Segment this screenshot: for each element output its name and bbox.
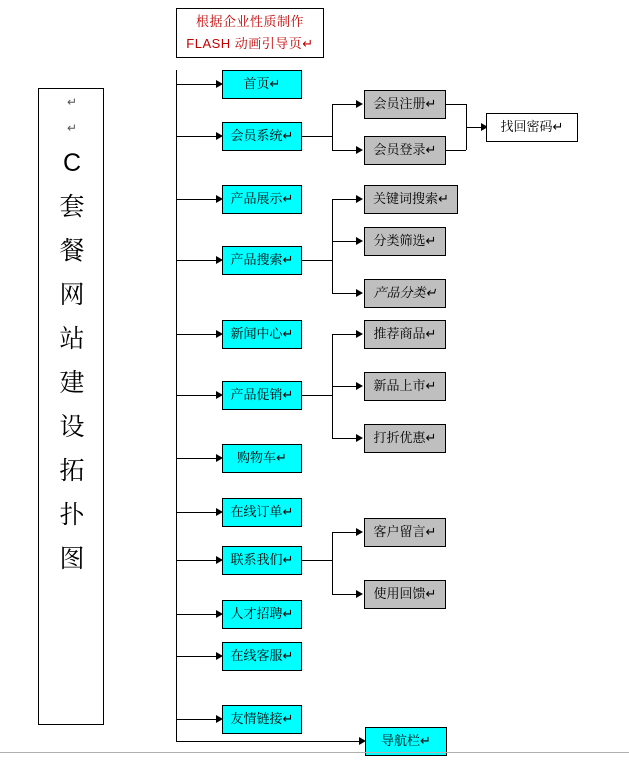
- title-pad-2: ↵: [66, 121, 78, 135]
- connector-recruitment: [176, 614, 218, 615]
- connector-product-search-vertical: [332, 199, 333, 293]
- node-shopping-cart[interactable]: 购物车↵: [222, 444, 302, 473]
- node-usage-feedback[interactable]: 使用回馈↵: [364, 580, 446, 609]
- node-product-category[interactable]: 产品分类↵: [364, 279, 446, 308]
- connector-login-to-findpw: [446, 150, 466, 151]
- node-member-register[interactable]: 会员注册↵: [364, 90, 446, 119]
- connector-category-filter: [332, 241, 358, 242]
- connector-online-service: [176, 656, 218, 657]
- title-char-4: 站: [59, 325, 85, 353]
- node-member-login[interactable]: 会员登录↵: [364, 136, 446, 165]
- arrow-keyword-search: [356, 195, 363, 203]
- title-char-8: 扑: [59, 501, 85, 529]
- node-home[interactable]: 首页↵: [222, 70, 302, 99]
- node-keyword-search[interactable]: 关键词搜索↵: [364, 185, 458, 214]
- connector-contact-us-vertical: [332, 532, 333, 594]
- node-product-display[interactable]: 产品展示↵: [222, 185, 302, 214]
- connector-product-promotion-out: [302, 395, 332, 396]
- connector-nav-bar: [176, 741, 361, 742]
- connector-member-system: [176, 136, 218, 137]
- note-line-1: 根据企业性质制作: [195, 14, 304, 29]
- connector-discount-offers: [332, 438, 358, 439]
- node-new-arrivals[interactable]: 新品上市↵: [364, 372, 446, 401]
- connector-product-display: [176, 199, 218, 200]
- arrow-category-filter: [356, 237, 363, 245]
- node-nav-bar[interactable]: 导航栏↵: [365, 727, 447, 756]
- title-char-5: 建: [59, 369, 85, 397]
- connector-register-to-findpw: [446, 104, 466, 105]
- connector-news-center: [176, 334, 218, 335]
- note-line-2: FLASH 动画引导页↵: [186, 36, 314, 51]
- connector-member-login: [332, 150, 358, 151]
- connector-product-promotion: [176, 395, 218, 396]
- arrow-recommended-goods: [356, 330, 363, 338]
- arrow-product-category: [356, 289, 363, 297]
- page-bottom-rule: [0, 752, 629, 753]
- title-char-1: 套: [59, 193, 85, 221]
- title-char-6: 设: [59, 413, 85, 441]
- connector-product-search: [176, 260, 218, 261]
- arrow-discount-offers: [356, 434, 363, 442]
- node-contact-us[interactable]: 联系我们↵: [222, 546, 302, 575]
- connector-product-category: [332, 293, 358, 294]
- connector-keyword-search: [332, 199, 358, 200]
- node-recruitment[interactable]: 人才招聘↵: [222, 600, 302, 629]
- node-customer-message[interactable]: 客户留言↵: [364, 518, 446, 547]
- arrow-customer-message: [356, 528, 363, 536]
- diagram-title-text: [39, 89, 105, 581]
- arrow-member-register: [356, 100, 363, 108]
- connector-shopping-cart: [176, 458, 218, 459]
- connector-usage-feedback: [332, 594, 358, 595]
- node-online-order[interactable]: 在线订单↵: [222, 498, 302, 527]
- connector-friendly-links: [176, 719, 218, 720]
- arrow-usage-feedback: [356, 590, 363, 598]
- connector-member-system-vertical: [332, 104, 333, 150]
- connector-home: [176, 84, 218, 85]
- trunk-line: [176, 70, 177, 742]
- arrow-new-arrivals: [356, 382, 363, 390]
- node-category-filter[interactable]: 分类筛选↵: [364, 227, 446, 256]
- connector-contact-us-out: [302, 560, 332, 561]
- node-news-center[interactable]: 新闻中心↵: [222, 320, 302, 349]
- title-char-0: C: [62, 149, 82, 177]
- node-product-promotion[interactable]: 产品促销↵: [222, 381, 302, 410]
- connector-product-search-out: [302, 260, 332, 261]
- connector-contact-us: [176, 560, 218, 561]
- title-char-2: 餐: [59, 237, 85, 265]
- title-char-3: 网: [59, 281, 85, 309]
- connector-member-system-out: [302, 136, 332, 137]
- flash-intro-note: [176, 8, 324, 58]
- node-friendly-links[interactable]: 友情链接↵: [222, 705, 302, 734]
- connector-recommended-goods: [332, 334, 358, 335]
- title-pad-1: ↵: [66, 95, 78, 109]
- node-member-system[interactable]: 会员系统↵: [222, 122, 302, 151]
- diagram-title-box: [38, 88, 104, 725]
- node-online-service[interactable]: 在线客服↵: [222, 642, 302, 671]
- connector-online-order: [176, 512, 218, 513]
- title-char-9: 图: [59, 545, 85, 573]
- node-product-search[interactable]: 产品搜索↵: [222, 246, 302, 275]
- title-char-7: 拓: [59, 457, 85, 485]
- connector-member-register: [332, 104, 358, 105]
- node-find-password[interactable]: 找回密码↵: [486, 113, 578, 142]
- arrow-member-login: [356, 146, 363, 154]
- node-recommended-goods[interactable]: 推荐商品↵: [364, 320, 446, 349]
- connector-customer-message: [332, 532, 358, 533]
- connector-new-arrivals: [332, 386, 358, 387]
- node-discount-offers[interactable]: 打折优惠↵: [364, 424, 446, 453]
